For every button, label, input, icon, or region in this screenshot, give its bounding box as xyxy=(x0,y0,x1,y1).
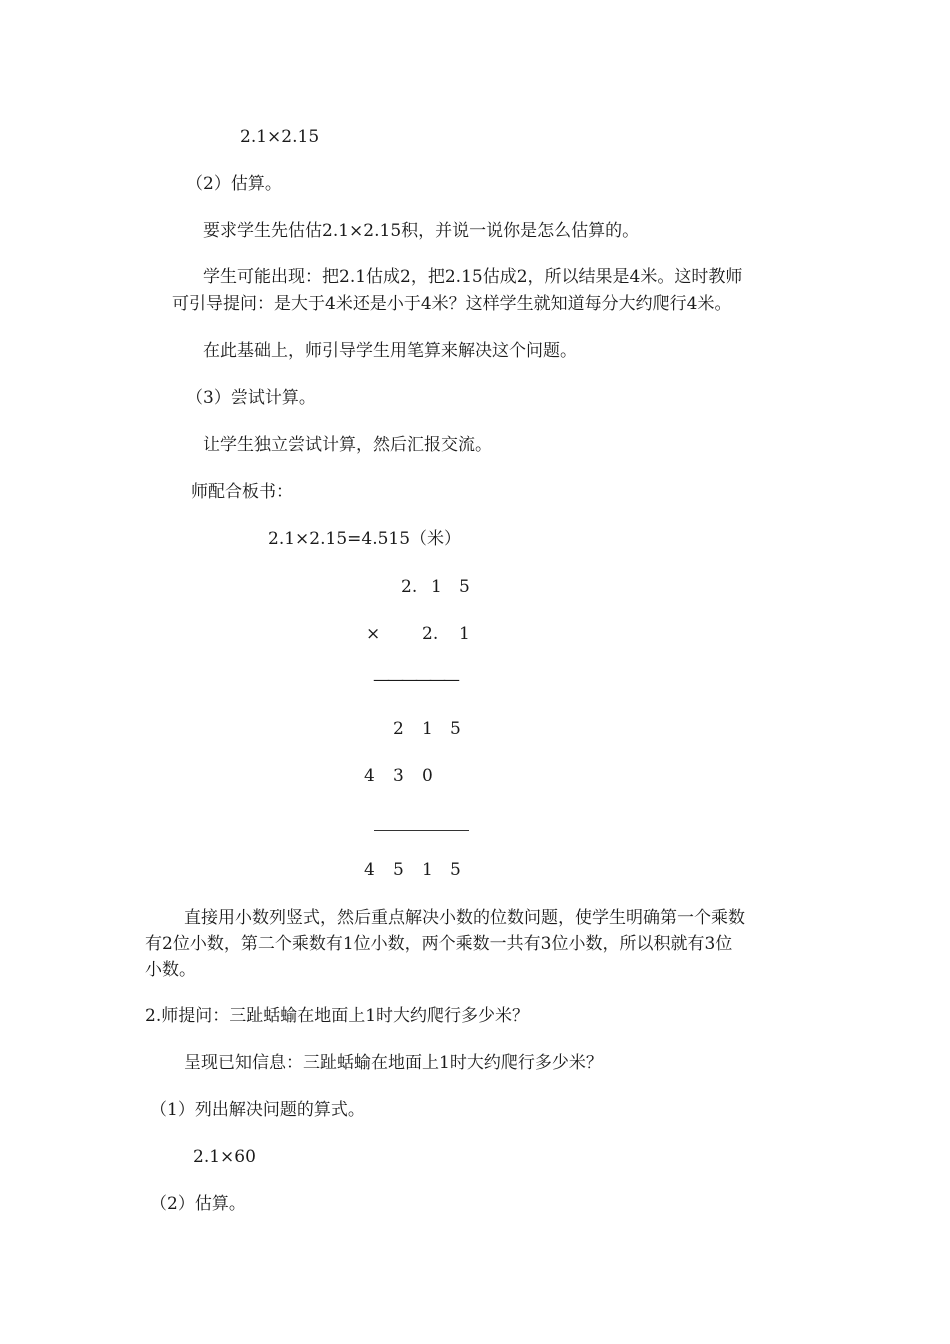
partial2-digit-1: 4 xyxy=(364,766,375,786)
section-heading-list: （1）列出解决问题的算式。 xyxy=(150,1100,365,1120)
calc-row2-digit-1: 2. xyxy=(422,624,439,644)
question-2-info: 呈现已知信息：三趾蛞蝓在地面上1时大约爬行多少米？ xyxy=(184,1053,603,1073)
expression-2-1-times-60: 2.1×60 xyxy=(193,1147,256,1167)
section-heading-estimate: （2）估算。 xyxy=(186,174,282,194)
product-digit-3: 1 xyxy=(422,860,433,880)
possible-answer-line-1: 学生可能出现：把2.1估成2，把2.15估成2，所以结果是4米。这时教师 xyxy=(203,267,743,287)
product-rule xyxy=(374,830,469,831)
section-heading-try: （3）尝试计算。 xyxy=(186,388,316,408)
product-digit-1: 4 xyxy=(364,860,375,880)
calc-row1-digit-1: 2. xyxy=(401,577,418,597)
summary-line-1: 直接用小数列竖式，然后重点解决小数的位数问题，使学生明确第一个乘数 xyxy=(184,908,745,928)
guide-text: 在此基础上，师引导学生用笔算来解决这个问题。 xyxy=(203,341,577,361)
possible-answer-line-2: 可引导提问：是大于4米还是小于4米？这样学生就知道每分大约爬行4米。 xyxy=(172,294,732,314)
dash-separator: —————— xyxy=(373,670,457,690)
partial1-digit-1: 2 xyxy=(393,719,404,739)
product-digit-4: 5 xyxy=(450,860,461,880)
board-label: 师配合板书： xyxy=(191,482,293,502)
calc-row2-digit-2: 1 xyxy=(459,624,470,644)
partial1-digit-2: 1 xyxy=(422,719,433,739)
product-digit-2: 5 xyxy=(393,860,404,880)
summary-line-2: 有2位小数，第二个乘数有1位小数，两个乘数一共有3位小数，所以积就有3位 xyxy=(145,934,733,954)
calc-row1-digit-3: 5 xyxy=(459,577,470,597)
partial2-digit-3: 0 xyxy=(422,766,433,786)
partial2-digit-2: 3 xyxy=(393,766,404,786)
section-heading-estimate-2: （2）估算。 xyxy=(150,1194,246,1214)
question-2: 2.师提问：三趾蛞蝓在地面上1时大约爬行多少米？ xyxy=(145,1006,530,1026)
times-sign: × xyxy=(366,624,381,644)
partial1-digit-3: 5 xyxy=(450,719,461,739)
result-equation: 2.1×2.15=4.515（米） xyxy=(268,529,462,549)
summary-line-3: 小数。 xyxy=(145,960,196,980)
calc-row1-digit-2: 1 xyxy=(431,577,442,597)
expression-2-1-times-2-15: 2.1×2.15 xyxy=(240,127,320,147)
estimate-requirement-text: 要求学生先估估2.1×2.15积，并说一说你是怎么估算的。 xyxy=(203,221,640,241)
try-text: 让学生独立尝试计算，然后汇报交流。 xyxy=(203,435,492,455)
